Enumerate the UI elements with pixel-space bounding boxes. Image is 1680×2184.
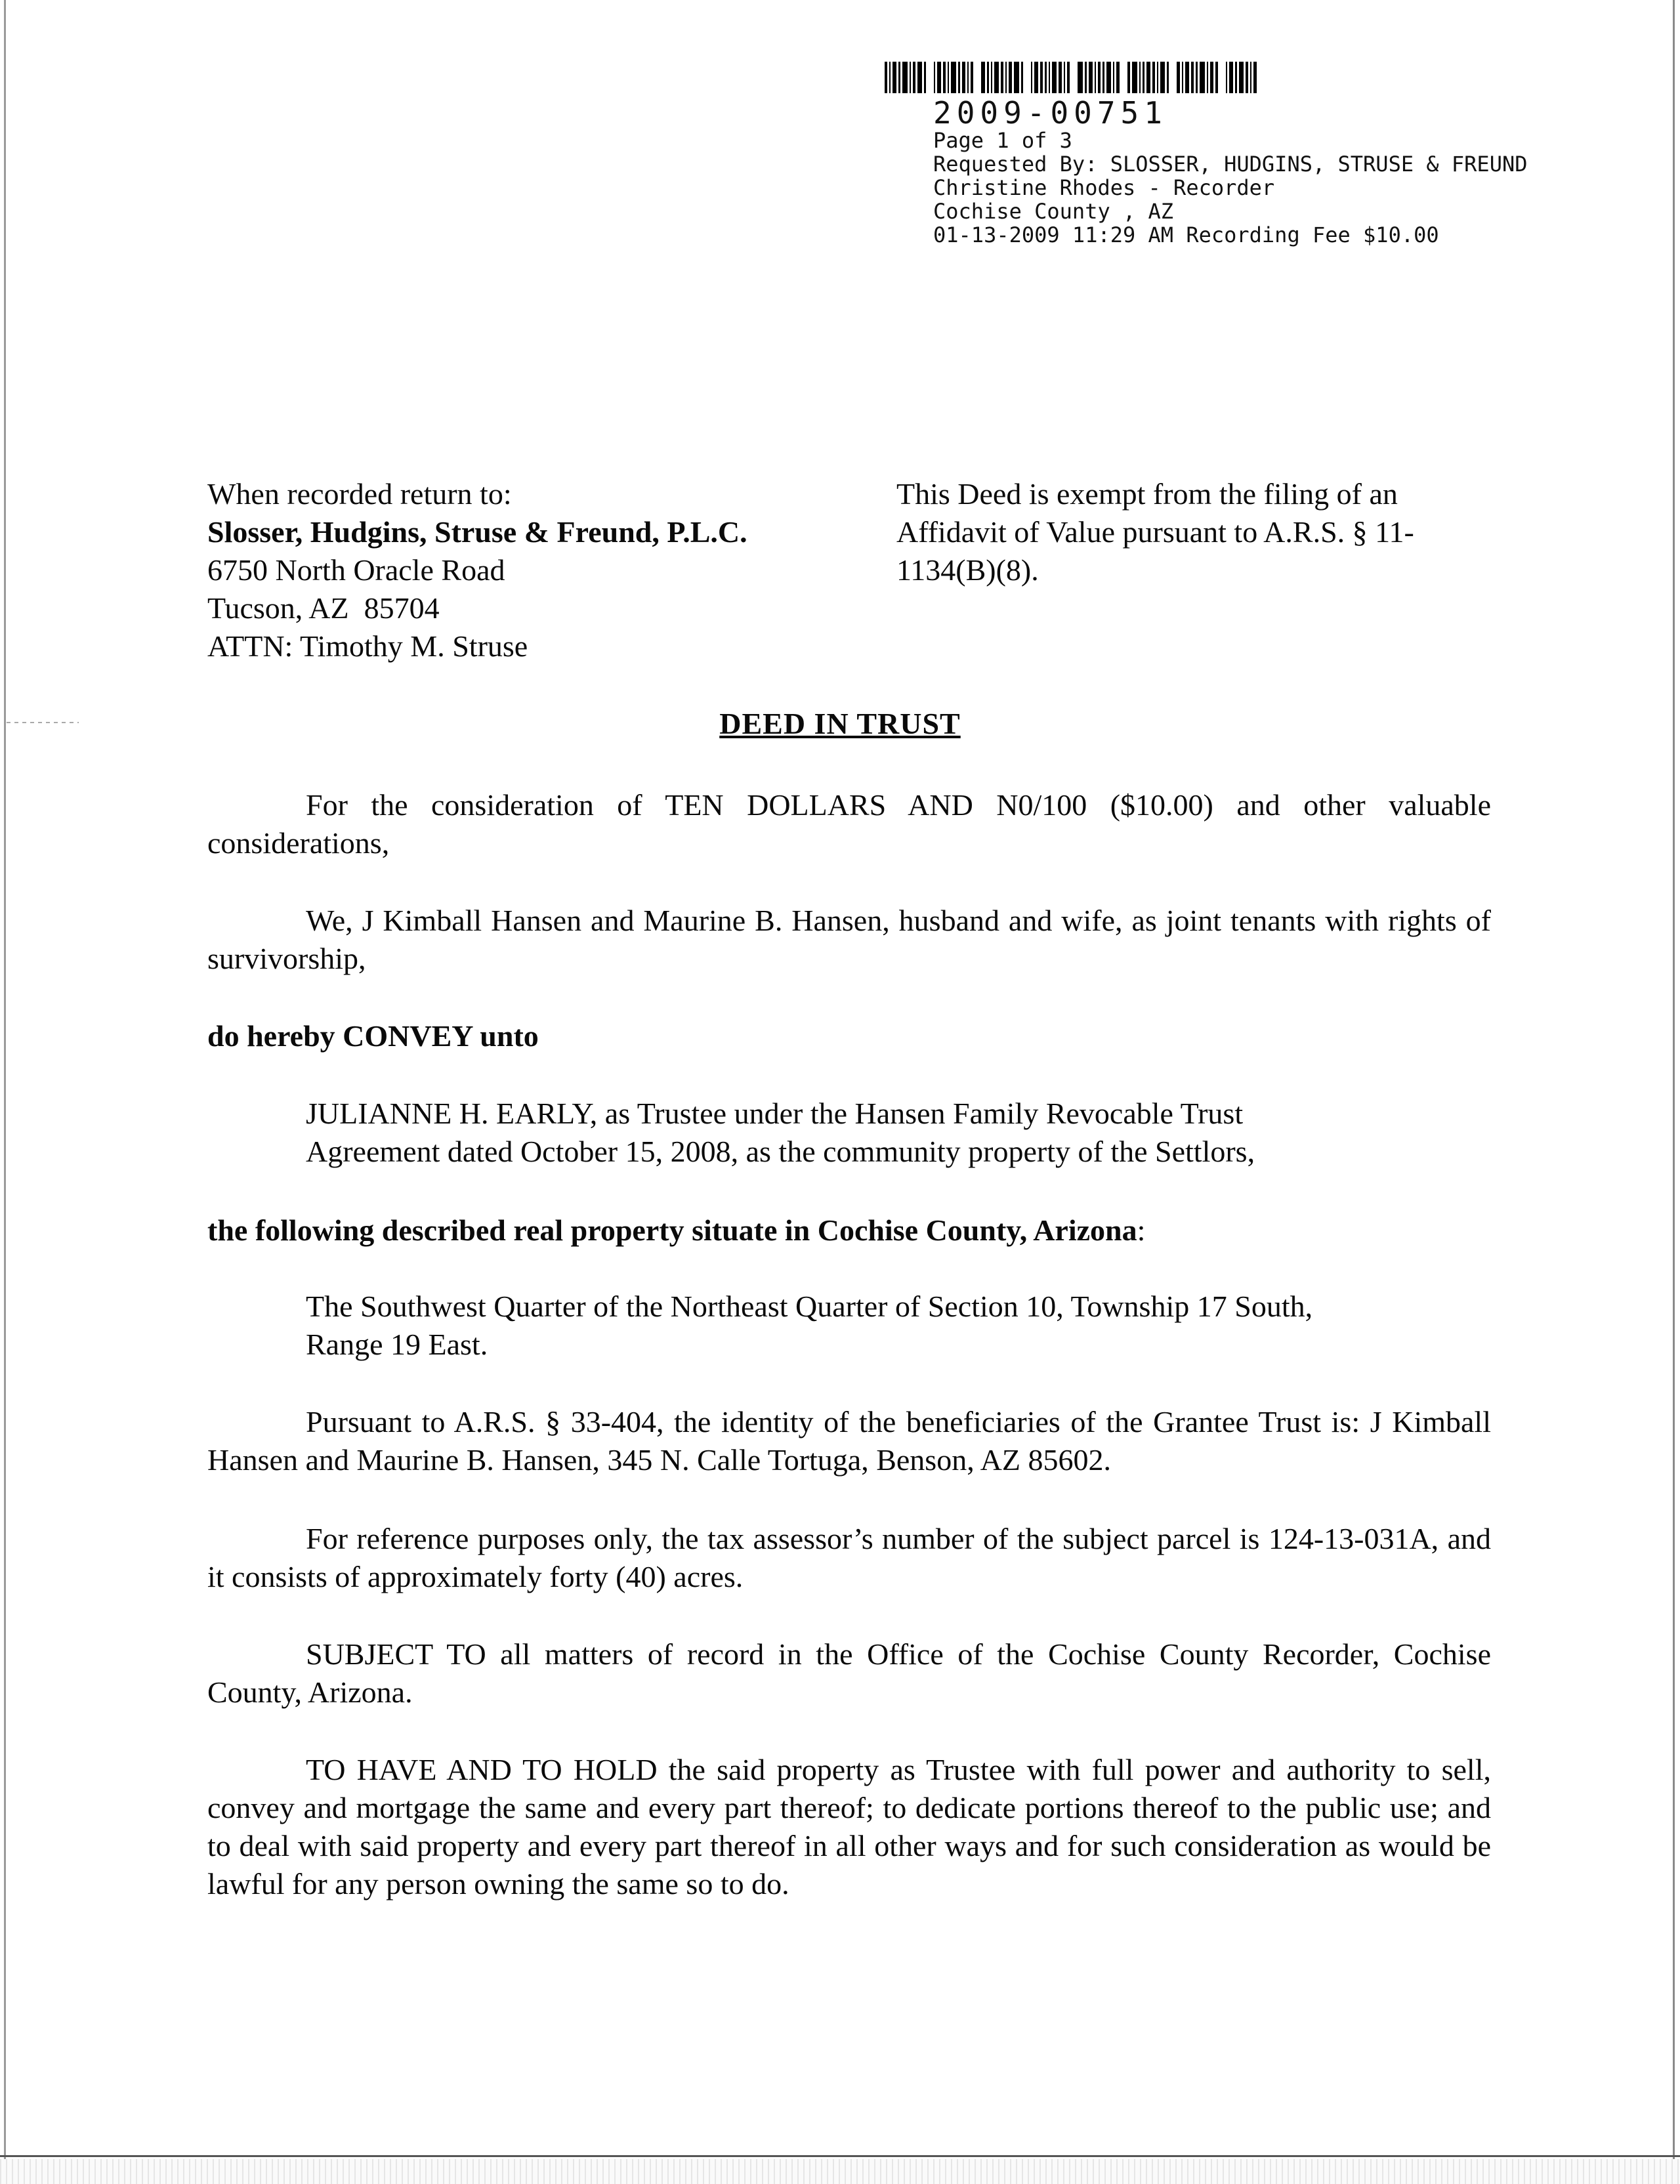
- convey-clause: do hereby CONVEY unto: [207, 1019, 539, 1053]
- exemption-line-3: 1134(B)(8).: [896, 553, 1039, 587]
- barcode-bar: [1034, 62, 1038, 93]
- barcode-bar: [1116, 62, 1120, 93]
- document-title: DEED IN TRUST: [719, 707, 961, 740]
- barcode-bar: [1001, 62, 1003, 93]
- barcode-bar: [1229, 62, 1233, 93]
- consideration-paragraph: For the consideration of TEN DOLLARS AND N0/100 ($10.00) and other valuable considerations,: [207, 788, 1491, 860]
- barcode-bar: [1009, 62, 1012, 93]
- barcode-bar: [967, 62, 969, 93]
- property-intro: [207, 1211, 1491, 1250]
- barcode: [885, 59, 1527, 93]
- return-to-city: Tucson, AZ 85704: [207, 591, 440, 625]
- barcode-bar: [1182, 62, 1183, 93]
- barcode-bar: [1089, 62, 1093, 93]
- barcode-bar: [1049, 62, 1050, 93]
- barcode-bar: [1005, 62, 1007, 93]
- barcode-bar: [987, 62, 989, 93]
- exemption-line-1: This Deed is exempt from the filing of an: [896, 477, 1398, 511]
- page-bottom-line: [0, 2155, 1680, 2157]
- return-to-street: 6750 North Oracle Road: [207, 553, 505, 587]
- barcode-bar: [958, 62, 960, 93]
- barcode-bar: [937, 62, 941, 93]
- barcode-bar: [1157, 62, 1158, 93]
- grantee-line-1: JULIANNE H. EARLY, as Trustee under the Hansen Family Revocable Trust: [306, 1097, 1244, 1130]
- subject-to-paragraph: SUBJECT TO all matters of record in the Office of the Cochise County Recorder, Cochise County, Arizona.: [207, 1637, 1491, 1709]
- barcode-bar: [1177, 62, 1180, 93]
- barcode-bar: [1139, 62, 1141, 93]
- barcode-bar: [1052, 62, 1057, 93]
- barcode-bar: [1021, 62, 1023, 93]
- barcode-bar: [943, 62, 946, 93]
- barcode-bar: [902, 62, 908, 93]
- barcode-bar: [1207, 62, 1208, 93]
- return-to-firm: Slosser, Hudgins, Struse & Freund, P.L.C.: [207, 515, 747, 549]
- return-to-block: [207, 475, 864, 665]
- barcode-bar: [1098, 62, 1101, 93]
- barcode-bar: [948, 62, 949, 93]
- barcode-bar: [1085, 62, 1087, 93]
- beneficiaries-paragraph: Pursuant to A.R.S. § 33-404, the identity of the beneficiaries of the Grantee Trust is: J Kimball Hansen and Maurine B. Hansen, 345 N. Calle Tortuga, Benson, AZ 85602.: [207, 1405, 1491, 1477]
- exemption-block: [896, 475, 1494, 589]
- barcode-bar: [1127, 62, 1130, 93]
- barcode-bar: [1031, 62, 1032, 93]
- barcode-bar: [1152, 62, 1155, 93]
- recorder-stamp: [885, 59, 1527, 247]
- barcode-bar: [1132, 62, 1137, 93]
- habendum-paragraph: TO HAVE AND TO HOLD the said property as Trustee with full power and authority to sell, convey and mortgage the same and every part thereof; to dedicate portions thereof to the public use; and to deal with said property and every part thereof in all other ways and for such consideration as would be lawful for any person owning the same so to do.: [207, 1753, 1491, 1900]
- barcode-bar: [892, 62, 896, 93]
- barcode-bar: [1226, 62, 1227, 93]
- page-edge-left: [4, 0, 6, 2184]
- barcode-bar: [924, 62, 926, 93]
- barcode-bar: [1078, 62, 1083, 93]
- return-to-attn: ATTN: Timothy M. Struse: [207, 629, 528, 663]
- barcode-bar: [971, 62, 973, 93]
- barcode-bar: [1113, 62, 1114, 93]
- barcode-bar: [1239, 62, 1244, 93]
- barcode-bar: [951, 62, 956, 93]
- barcode-bar: [885, 62, 887, 93]
- barcode-bar: [1059, 62, 1062, 93]
- barcode-bar: [1014, 62, 1019, 93]
- property-intro-colon: :: [1137, 1213, 1146, 1247]
- barcode-bar: [917, 62, 922, 93]
- barcode-bar: [1196, 62, 1198, 93]
- barcode-bar: [1045, 62, 1047, 93]
- barcode-bar: [1040, 62, 1043, 93]
- page-bottom-edge: [0, 2159, 1680, 2184]
- barcode-bar: [898, 62, 900, 93]
- barcode-bar: [889, 62, 891, 93]
- legal-description: [306, 1288, 1491, 1364]
- legal-line-2: Range 19 East.: [306, 1328, 488, 1361]
- barcode-bar: [1246, 62, 1248, 93]
- barcode-bar: [962, 62, 965, 93]
- return-to-heading: When recorded return to:: [207, 477, 512, 511]
- barcode-bar: [1146, 62, 1150, 93]
- barcode-bar: [913, 62, 915, 93]
- legal-line-1: The Southwest Quarter of the Northeast Quarter of Section 10, Township 17 South,: [306, 1290, 1313, 1323]
- barcode-bar: [1250, 62, 1251, 93]
- barcode-bar: [1067, 62, 1070, 93]
- barcode-bar: [981, 62, 985, 93]
- barcode-bar: [910, 62, 911, 93]
- barcode-bar: [1200, 62, 1205, 93]
- recording-county: Cochise County , AZ: [933, 199, 1174, 224]
- exemption-line-2: Affidavit of Value pursuant to A.R.S. § 11-: [896, 515, 1414, 549]
- recorder-name: Christine Rhodes - Recorder: [933, 175, 1275, 200]
- barcode-bar: [994, 62, 999, 93]
- barcode-bar: [1253, 62, 1257, 93]
- barcode-bar: [1160, 62, 1165, 93]
- barcode-bar: [1102, 62, 1104, 93]
- barcode-bar: [1210, 62, 1213, 93]
- barcode-bar: [1167, 62, 1169, 93]
- grantee-paragraph: [306, 1095, 1491, 1171]
- barcode-bar: [1143, 62, 1144, 93]
- recording-date-fee: 01-13-2009 11:29 AM Recording Fee $10.00: [933, 222, 1439, 247]
- barcode-bar: [1235, 62, 1237, 93]
- page-edge-right: [1673, 0, 1675, 2184]
- barcode-bar: [991, 62, 992, 93]
- barcode-bar: [1095, 62, 1096, 93]
- barcode-bar: [1215, 62, 1218, 93]
- recording-number: 2009-00751: [933, 95, 1167, 131]
- grantors-paragraph: We, J Kimball Hansen and Maurine B. Hansen, husband and wife, as joint tenants with rights of survivorship,: [207, 904, 1491, 975]
- requested-by: Requested By: SLOSSER, HUDGINS, STRUSE & FREUND: [933, 152, 1528, 177]
- barcode-bar: [1064, 62, 1065, 93]
- barcode-bar: [1185, 62, 1189, 93]
- barcode-bar: [1191, 62, 1194, 93]
- page-count: Page 1 of 3: [933, 128, 1072, 153]
- parcel-paragraph: For reference purposes only, the tax assessor’s number of the subject parcel is 124-13-031A, and it consists of approximately forty (40) acres.: [207, 1522, 1491, 1593]
- barcode-bar: [934, 62, 935, 93]
- barcode-bar: [1106, 62, 1111, 93]
- property-intro-text: the following described real property situate in Cochise County, Arizona: [207, 1213, 1137, 1247]
- grantee-line-2: Agreement dated October 15, 2008, as the community property of the Settlors,: [306, 1135, 1255, 1168]
